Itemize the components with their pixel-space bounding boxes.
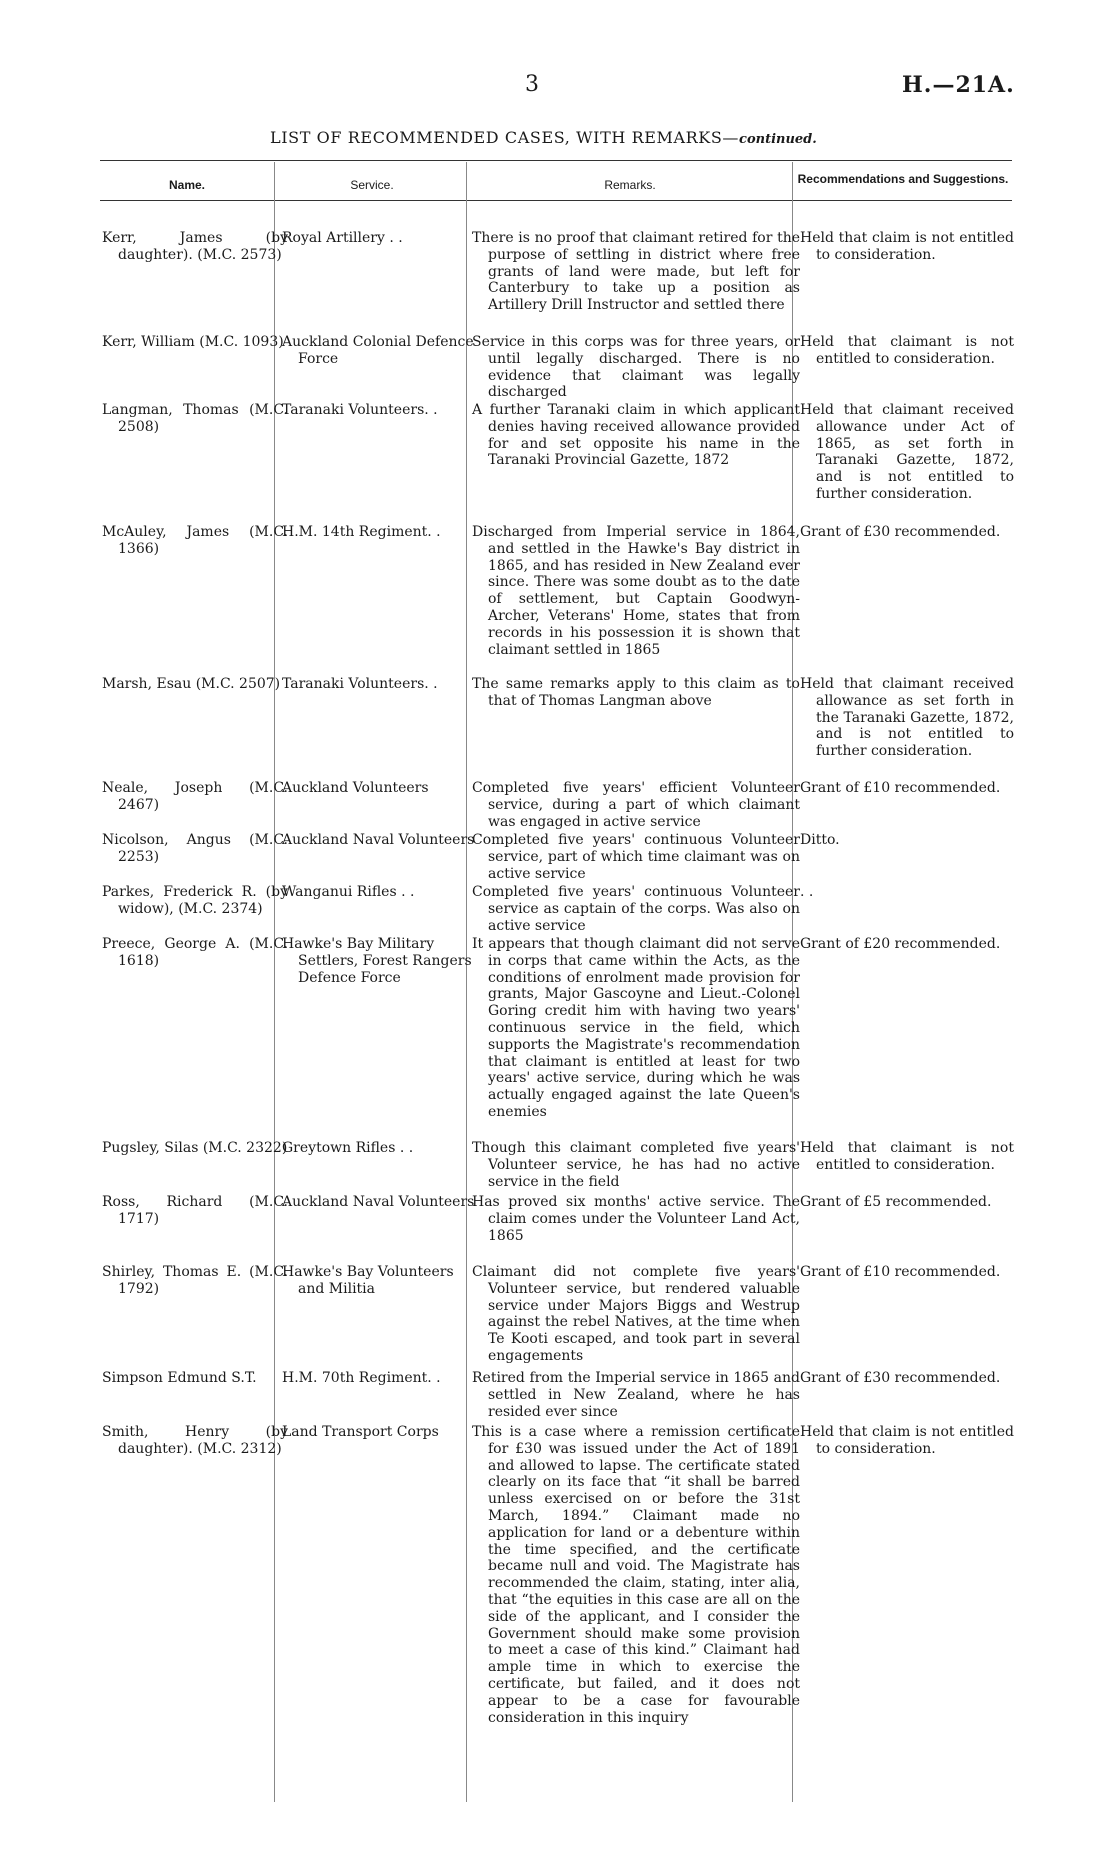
service: Taranaki Volunteers. .: [282, 402, 438, 418]
remarks: Though this claimant completed five years' Volunteer service, he has had no active service in the field: [472, 1140, 800, 1190]
service: Hawke's Bay Volunteers and Militia: [282, 1264, 454, 1297]
service: Greytown Rifles . .: [282, 1140, 414, 1156]
remarks: Has proved six months' active service. The claim comes under the Volunteer Land Act, 1865: [472, 1194, 800, 1244]
remarks: This is a case where a remission certificate for £30 was issued under the Act of 1891 and allowed to lapse. The certificate stated clearly on its face that “it shall be barred unless exercised on or before the 31st March, 1894.” Claimant made no application for land or a debenture within the time specified, and the certificate became null and void. The Magistrate has recommended the claim, stating, inter alia, that “the equities in this case are all on the side of the applicant, and I consider the Government should make some provision to meet a case of this kind.” Claimant had ample time in which to exercise the certificate, but failed, and it does not appear to be a case for favourable consideration in this inquiry: [472, 1424, 800, 1726]
service: Taranaki Volunteers. .: [282, 676, 438, 692]
remarks: Retired from the Imperial service in 1865 and settled in New Zealand, where he has resided ever since: [472, 1370, 800, 1420]
recommendation: Ditto.: [800, 832, 840, 848]
recommendation: Held that claim is not entitled to consideration.: [800, 1424, 1014, 1457]
remarks: Service in this corps was for three years, or until legally discharged. There is no evidence that claimant was legally discharged: [472, 334, 800, 401]
recommendation: Grant of £20 recommended.: [800, 936, 1001, 952]
recommendation: Grant of £5 recommended.: [800, 1194, 992, 1210]
claimant-name: Simpson Edmund S.T.: [102, 1370, 257, 1386]
service: Auckland Naval Volunteers: [282, 832, 475, 848]
remarks: Claimant did not complete five years' Volunteer service, but rendered valuable service under Majors Biggs and Westrup against the rebel Natives, at the time when Te Kooti escaped, and took part in several engagements: [472, 1264, 800, 1364]
column-header-remarks: Remarks.: [604, 178, 656, 192]
header-top-rule: [100, 160, 1012, 161]
claimant-name: Preece, George A. (M.C. 1618): [102, 936, 288, 969]
remarks: Completed five years' continuous Volunteer service as captain of the corps. Was also on active service: [472, 884, 800, 934]
service: Land Transport Corps: [282, 1424, 439, 1440]
claimant-name: Smith, Henry (by daughter). (M.C. 2312): [102, 1424, 288, 1457]
list-title: [270, 128, 817, 147]
service: Hawke's Bay Military Settlers, Forest Rangers Defence Force: [282, 936, 472, 986]
recommendation: . .: [800, 884, 814, 900]
service: H.M. 70th Regiment. .: [282, 1370, 441, 1386]
recommendation: Grant of £10 recommended.: [800, 780, 1001, 796]
recommendation: Grant of £30 recommended.: [800, 524, 1001, 540]
claimant-name: Kerr, William (M.C. 1093): [102, 334, 284, 350]
remarks: The same remarks apply to this claim as to that of Thomas Langman above: [472, 676, 800, 709]
recommendation: Held that claimant is not entitled to consideration.: [800, 334, 1014, 367]
remarks: It appears that though claimant did not serve in corps that came within the Acts, as the conditions of enrolment made provision for grants, Major Gascoyne and Lieut.-Colonel Goring credit him with having two years' continuous service in the field, which supports the Magistrate's recommendation that claimant is entitled at least for two years' active service, during which he was actually engaged against the late Queen's enemies: [472, 936, 800, 1120]
recommendation: Held that claimant is not entitled to consideration.: [800, 1140, 1014, 1173]
claimant-name: Ross, Richard (M.C. 1717): [102, 1194, 288, 1227]
claimant-name: Marsh, Esau (M.C. 2507): [102, 676, 281, 692]
header-bottom-rule: [100, 200, 1012, 201]
recommendation: Grant of £10 recommended.: [800, 1264, 1001, 1280]
list-title-main: LIST OF RECOMMENDED CASES, WITH REMARKS—: [270, 128, 740, 147]
document-reference: H.—21A.: [902, 72, 1015, 98]
claimant-name: Nicolson, Angus (M.C. 2253): [102, 832, 288, 865]
claimant-name: Neale, Joseph (M.C. 2467): [102, 780, 288, 813]
column-header-service: Service.: [350, 178, 394, 192]
column-header-name: Name.: [168, 178, 206, 192]
claimant-name: Shirley, Thomas E. (M.C. 1792): [102, 1264, 288, 1297]
service: Wanganui Rifles . .: [282, 884, 415, 900]
service: Auckland Volunteers: [282, 780, 429, 796]
claimant-name: McAuley, James (M.C. 1366): [102, 524, 288, 557]
service: Auckland Naval Volunteers: [282, 1194, 475, 1210]
column-header-recommendations: Recommendations and Suggestions.: [797, 172, 1009, 186]
remarks: A further Taranaki claim in which applicant denies having received allowance provided for and set opposite his name in the Taranaki Provincial Gazette, 1872: [472, 402, 800, 469]
service: H.M. 14th Regiment. .: [282, 524, 441, 540]
claimant-name: Parkes, Frederick R. (by widow), (M.C. 2374): [102, 884, 288, 917]
claimant-name: Langman, Thomas (M.C. 2508): [102, 402, 288, 435]
recommendation: Held that claimant received allowance under Act of 1865, as set forth in Taranaki Gazette, 1872, and is not entitled to further consideration.: [800, 402, 1014, 502]
recommendation: Grant of £30 recommended.: [800, 1370, 1001, 1386]
service: Auckland Colonial Defence Force: [282, 334, 474, 367]
list-title-continued: continued.: [739, 132, 817, 147]
remarks: Completed five years' continuous Volunteer service, part of which time claimant was on active service: [472, 832, 800, 882]
page-number: 3: [525, 72, 539, 97]
claimant-name: Kerr, James (by daughter). (M.C. 2573): [102, 230, 288, 263]
claimant-name: Pugsley, Silas (M.C. 2322): [102, 1140, 288, 1156]
remarks: There is no proof that claimant retired for the purpose of settling in district where free grants of land were made, but left for Canterbury to take up a position as Artillery Drill Instructor and settled there: [472, 230, 800, 314]
service: Royal Artillery . .: [282, 230, 403, 246]
remarks: Completed five years' efficient Volunteer service, during a part of which claimant was engaged in active service: [472, 780, 800, 830]
remarks: Discharged from Imperial service in 1864, and settled in the Hawke's Bay district in 1865, and has resided in New Zealand ever since. There was some doubt as to the date of settlement, but Captain Goodwyn-Archer, Veterans' Home, states that from records in his possession it is shown that claimant settled in 1865: [472, 524, 800, 658]
recommendation: Held that claimant received allowance as set forth in the Taranaki Gazette, 1872, and is not entitled to further consideration.: [800, 676, 1014, 760]
recommendation: Held that claim is not entitled to consideration.: [800, 230, 1014, 263]
